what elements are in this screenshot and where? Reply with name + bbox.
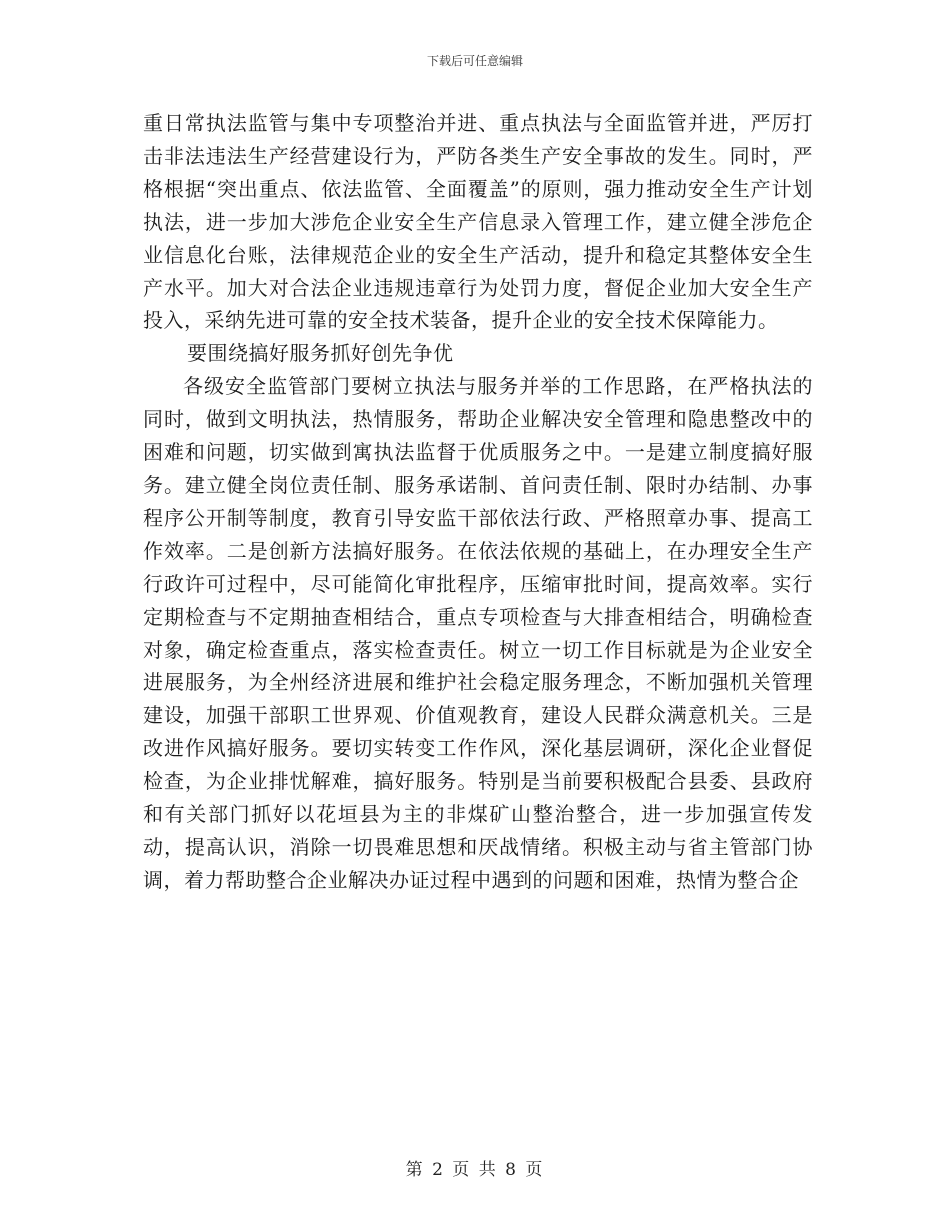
paragraph-continuation: 重日常执法监管与集中专项整治并进、重点执法与全面监管并进，严厉打击非法违法生产经营建设行为，严防各类生产安全事故的发生。同时，严格根据“突出重点、依法监管、全面覆盖”的原则，强力推动安全生产计划执法，进一步加大涉危企业安全生产信息录入管理工作，建立健全涉危企业信息化台账，法律规范企业的安全生产活动，提升和稳定其整体安全生产水平。加大对合法企业违规违章行为处罚力度，督促企业加大安全生产投入，采纳先进可靠的安全技术装备，提升企业的安全技术保障能力。 xyxy=(143,111,813,333)
document-body xyxy=(143,107,813,897)
page-number: 第 2 页 共 8 页 xyxy=(405,1160,545,1180)
section-heading: 要围绕搞好服务抓好创先争优 xyxy=(187,341,454,366)
page-header: 下载后可任意编辑 xyxy=(426,54,523,68)
paragraph-service: 各级安全监管部门要树立执法与服务并举的工作思路，在严格执法的同时，做到文明执法，热情服务，帮助企业解决安全管理和隐患整改中的困难和问题，切实做到寓执法监督于优质服务之中。一是建立制度搞好服务。建立健全岗位责任制、服务承诺制、首问责任制、限时办结制、办事程序公开制等制度，教育引导安监干部依法行政、严格照章办事、提高工作效率。二是创新方法搞好服务。在依法依规的基础上，在办理安全生产行政许可过程中，尽可能简化审批程序，压缩审批时间，提高效率。实行定期检查与不定期抽查相结合，重点专项检查与大排查相结合，明确检查对象，确定检查重点，落实检查责任。树立一切工作目标就是为企业安全进展服务，为全州经济进展和维护社会稳定服务理念，不断加强机关管理建设，加强干部职工世界观、价值观教育，建设人民群众满意机关。三是改进作风搞好服务。要切实转变工作作风，深化基层调研，深化企业督促检查，为企业排忧解难，搞好服务。特别是当前要积极配合县委、县政府和有关部门抓好以花垣县为主的非煤矿山整治整合，进一步加强宣传发动，提高认识，消除一切畏难思想和厌战情绪。积极主动与省主管部门协调，着力帮助整合企业解决办证过程中遇到的问题和困难，热情为整合企 xyxy=(143,374,813,892)
